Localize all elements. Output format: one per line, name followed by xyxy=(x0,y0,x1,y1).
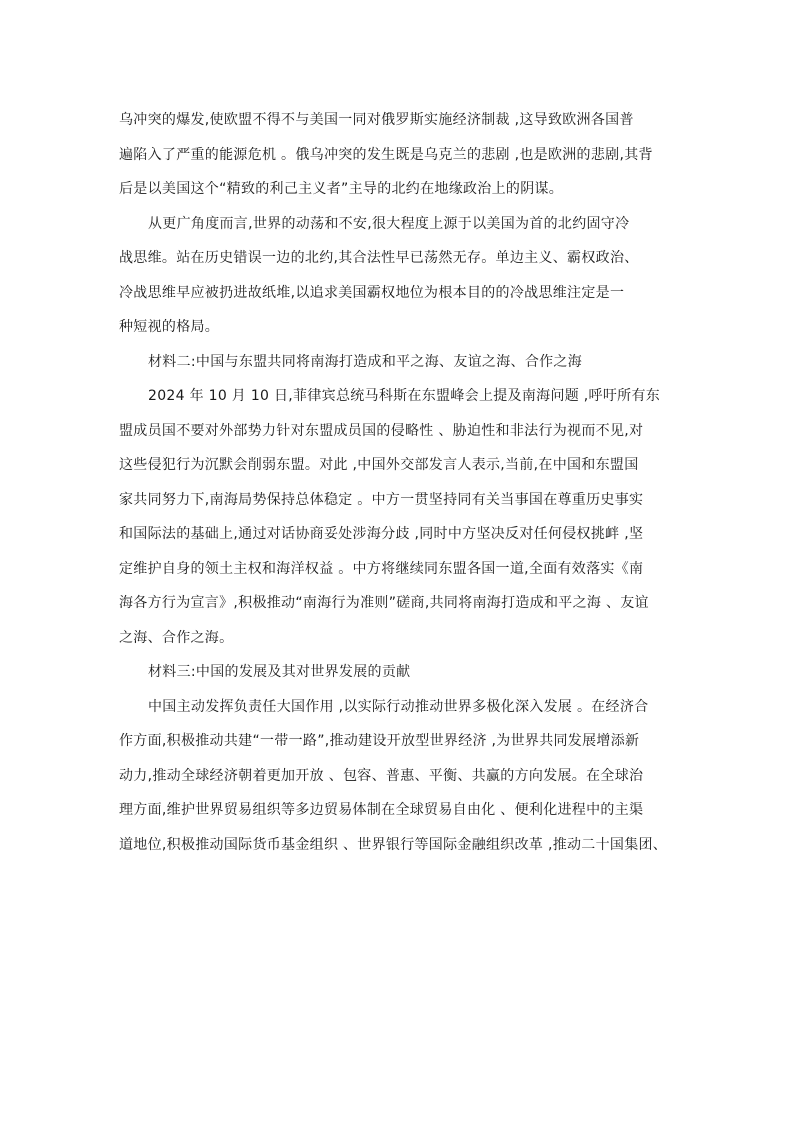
text-line: 后是以美国这个“精致的利己主义者”主导的北约在地缘政治上的阴谋。 xyxy=(119,181,564,197)
section-heading: 材料三:中国的发展及其对世界发展的贡献 xyxy=(148,664,411,680)
text-line: 冷战思维早应被扔进故纸堆,以追求美国霸权地位为根本目的的冷战思维注定是一 xyxy=(119,284,625,301)
text-line: 家共同努力下,南海局势保持总体稳定 。中方一贯坚持同有关当事国在尊重历史事实 xyxy=(119,491,644,508)
text-line: 之海、合作之海。 xyxy=(119,629,234,646)
text-line: 这些侵犯行为沉默会削弱东盟。对此 ,中国外交部发言人表示,当前,在中国和东盟国 xyxy=(119,457,639,473)
text-line: 中国主动发挥负责任大国作用 ,以实际行动推动世界多极化深入发展 。在经济合 xyxy=(148,698,649,715)
text-line: 作方面,积极推动共建“一带一路”,推动建设开放型世界经济 ,为世界共同发展增添新 xyxy=(119,733,640,749)
text-line: 战思维。站在历史错误一边的北约,其合法性早已荡然无存。单边主义、霸权政治、 xyxy=(119,250,639,266)
text-line: 盟成员国不要对外部势力针对东盟成员国的侵略性 、胁迫性和非法行为视而不见,对 xyxy=(119,422,644,439)
text-line: 从更广角度而言,世界的动荡和不安,很大程度上源于以美国为首的北约固守冷 xyxy=(148,215,630,232)
text-line: 和国际法的基础上,通过对话协商妥处涉海分歧 ,同时中方坚决反对任何侵权挑衅 ,坚 xyxy=(119,526,644,542)
text-line: 海各方行为宣言》,积极推动“南海行为准则”磋商,共同将南海打造成和平之海 、友谊 xyxy=(119,595,649,611)
text-line: 理方面,维护世界贸易组织等多边贸易体制在全球贸易自由化 、便利化进程中的主渠 xyxy=(119,802,644,818)
text-line: 种短视的格局。 xyxy=(119,319,220,335)
text-line: 定维护自身的领土主权和海洋权益 。中方将继续同东盟各国一道,全面有效落实《南 xyxy=(119,560,644,577)
section-heading: 材料二:中国与东盟共同将南海打造成和平之海、友谊之海、合作之海 xyxy=(148,353,583,370)
text-line: 2024 年 10 月 10 日,菲律宾总统马科斯在东盟峰会上提及南海问题 ,呼吁所有东 xyxy=(148,388,661,404)
text-line: 遍陷入了严重的能源危机 。俄乌冲突的发生既是乌克兰的悲剧 ,也是欧洲的悲剧,其背 xyxy=(119,146,653,163)
body-text xyxy=(119,103,689,862)
text-line: 乌冲突的爆发,使欧盟不得不与美国一同对俄罗斯实施经济制裁 ,这导致欧洲各国普 xyxy=(119,112,634,128)
text-line: 道地位,积极推动国际货币基金组织 、世界银行等国际金融组织改革 ,推动二十国集团、 xyxy=(119,836,668,853)
text-line: 动力,推动全球经济朝着更加开放 、包容、普惠、平衡、共赢的方向发展。在全球治 xyxy=(119,767,644,784)
